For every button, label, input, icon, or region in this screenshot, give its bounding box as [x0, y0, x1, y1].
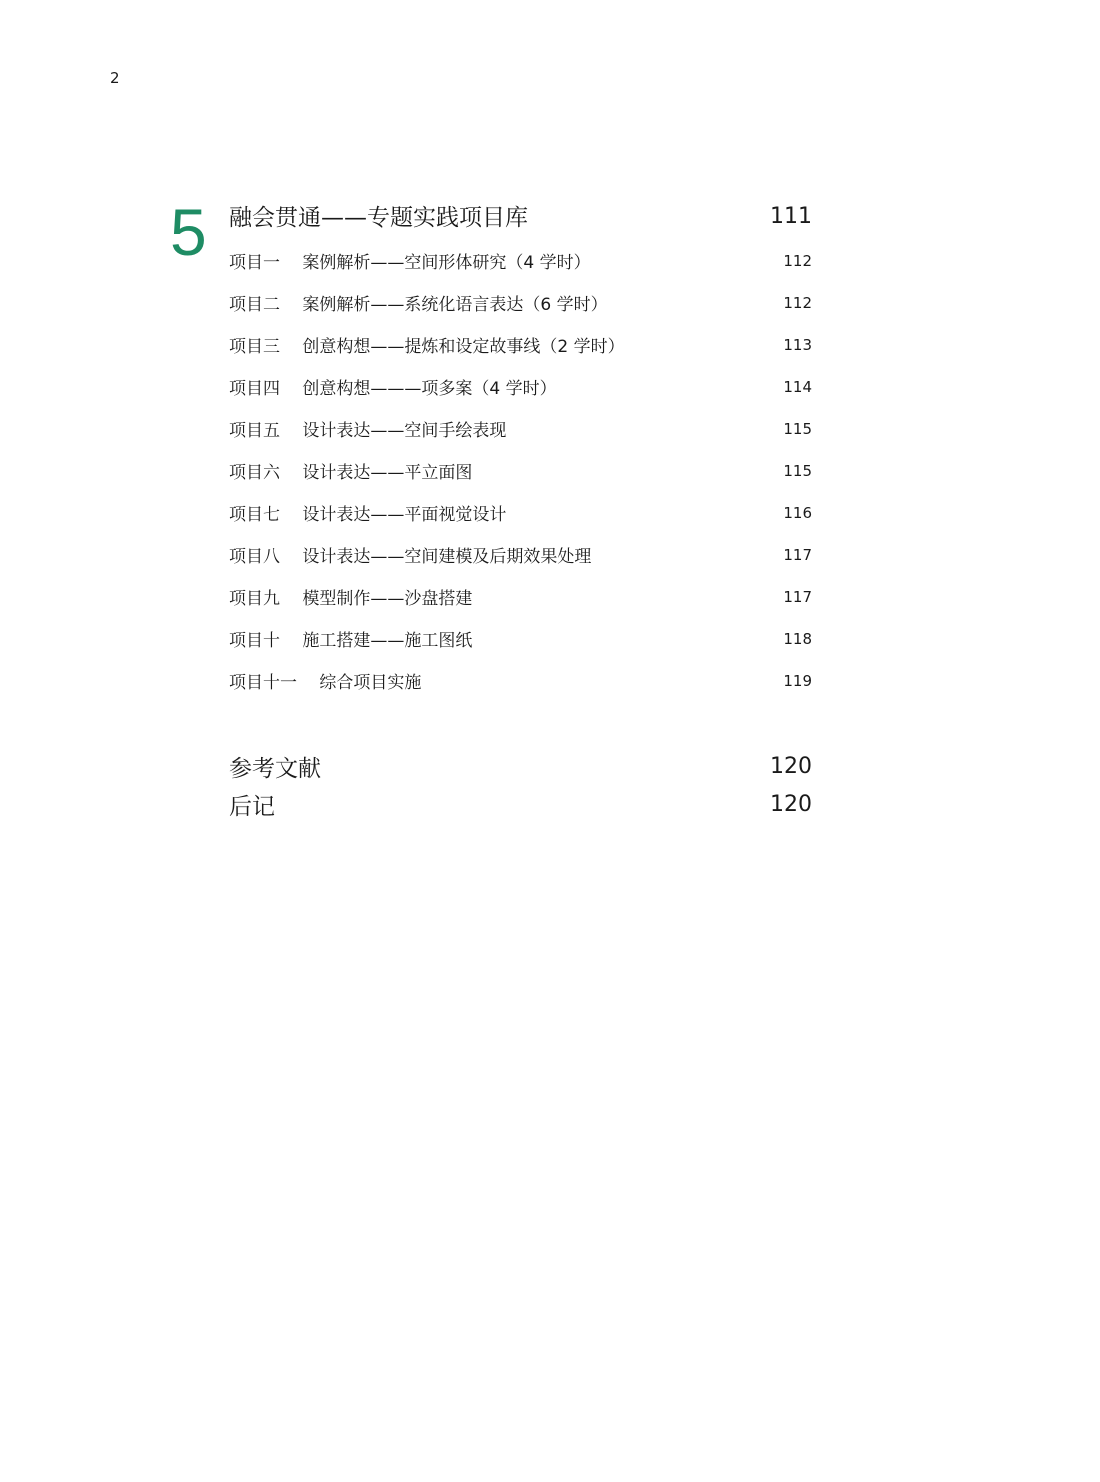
toc-item-page: 116 — [783, 504, 812, 522]
toc-item-page: 115 — [783, 420, 812, 438]
toc-item-label: 项目二 案例解析——系统化语言表达（6 学时） — [229, 295, 608, 315]
toc-item-page: 117 — [783, 588, 812, 606]
toc-item[interactable] — [229, 250, 812, 292]
toc-item[interactable] — [229, 628, 812, 670]
page-number: 2 — [110, 69, 120, 87]
toc-item-page: 117 — [783, 546, 812, 564]
toc-item[interactable] — [229, 376, 812, 418]
references-label: 参考文献 — [229, 756, 321, 782]
toc-item-label: 项目九 模型制作——沙盘搭建 — [229, 589, 473, 609]
toc-item-page: 118 — [783, 630, 812, 648]
toc-item-page: 113 — [783, 336, 812, 354]
toc-item[interactable] — [229, 334, 812, 376]
toc-item-page: 119 — [783, 672, 812, 690]
afterword-page: 120 — [770, 792, 812, 817]
chapter-number: 5 — [170, 195, 207, 269]
toc-item-label: 项目十一 综合项目实施 — [229, 673, 422, 693]
toc-item-label: 项目八 设计表达——空间建模及后期效果处理 — [229, 547, 592, 567]
toc-item-label: 项目一 案例解析——空间形体研究（4 学时） — [229, 253, 591, 273]
chapter-title[interactable]: 融会贯通——专题实践项目库 — [229, 205, 528, 231]
afterword-label: 后记 — [229, 794, 275, 820]
toc-item-page: 112 — [783, 294, 812, 312]
references-page: 120 — [770, 754, 812, 779]
toc-item[interactable] — [229, 670, 812, 712]
toc-item-label: 项目五 设计表达——空间手绘表现 — [229, 421, 507, 441]
toc-item-label: 项目六 设计表达——平立面图 — [229, 463, 473, 483]
toc-item-page: 114 — [783, 378, 812, 396]
toc-item[interactable] — [229, 460, 812, 502]
toc-item-label: 项目四 创意构想———项多案（4 学时） — [229, 379, 557, 399]
chapter-page-number: 111 — [770, 204, 812, 229]
back-matter-afterword[interactable] — [229, 791, 812, 827]
toc-item-page: 112 — [783, 252, 812, 270]
toc-item[interactable] — [229, 418, 812, 460]
toc-item-label: 项目十 施工搭建——施工图纸 — [229, 631, 473, 651]
toc-item[interactable] — [229, 502, 812, 544]
toc-item[interactable] — [229, 544, 812, 586]
toc-list — [229, 250, 812, 712]
back-matter-references[interactable] — [229, 753, 812, 789]
toc-item-page: 115 — [783, 462, 812, 480]
toc-item-label: 项目七 设计表达——平面视觉设计 — [229, 505, 507, 525]
toc-item[interactable] — [229, 586, 812, 628]
toc-item-label: 项目三 创意构想——提炼和设定故事线（2 学时） — [229, 337, 625, 357]
toc-item[interactable] — [229, 292, 812, 334]
